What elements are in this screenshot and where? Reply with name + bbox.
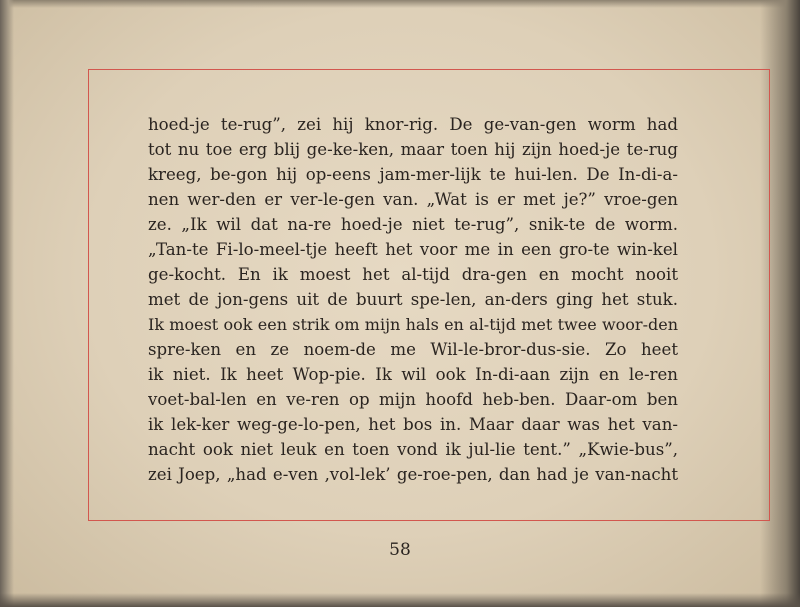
text-line: met de jon-gens uit de buurt spe-len, an-ders ging het stuk. — [148, 290, 678, 309]
text-line: tot nu toe erg blij ge-ke-ken, maar toen hij zijn hoed-je te-rug — [148, 140, 678, 159]
text-line: ze. „Ik wil dat na-re hoed-je niet te-rug”, snik-te de worm. — [148, 215, 678, 234]
page-edge-shadow-bottom — [0, 593, 800, 607]
text-line: ik niet. Ik heet Wop-pie. Ik wil ook In-di-aan zijn en le-ren — [148, 365, 678, 384]
text-line: ge-kocht. En ik moest het al-tijd dra-gen en mocht nooit — [148, 265, 678, 284]
text-line: kreeg, be-gon hij op-eens jam-mer-lijk te hui-len. De In-di-a- — [148, 165, 678, 184]
text-line: spre-ken en ze noem-de me Wil-le-bror-dus-sie. Zo heet — [148, 340, 678, 359]
text-line: „Tan-te Fi-lo-meel-tje heeft het voor me in een gro-te win-kel — [148, 240, 678, 259]
page-number: 58 — [389, 540, 411, 560]
text-line: voet-bal-len en ve-ren op mijn hoofd heb-ben. Daar-om ben — [148, 390, 678, 409]
page-edge-shadow-left — [0, 0, 14, 607]
text-line: hoed-je te-rug”, zei hij knor-rig. De ge-van-gen worm had — [148, 115, 678, 134]
text-line: nen wer-den er ver-le-gen van. „Wat is er met je?” vroe-gen — [148, 190, 678, 209]
page-edge-shadow-top — [0, 0, 800, 8]
text-line: ik lek-ker weg-ge-lo-pen, het bos in. Maar daar was het van- — [148, 415, 678, 434]
text-line: Ik moest ook een strik om mijn hals en al-tijd met twee woor-den — [148, 315, 678, 334]
text-line: nacht ook niet leuk en toen vond ik jul-lie tent.” „Kwie-bus”, — [148, 440, 678, 459]
body-text — [148, 112, 678, 487]
text-line: zei Joep, „had e-ven ‚vol-lek’ ge-roe-pen, dan had je van-nacht — [148, 465, 678, 484]
